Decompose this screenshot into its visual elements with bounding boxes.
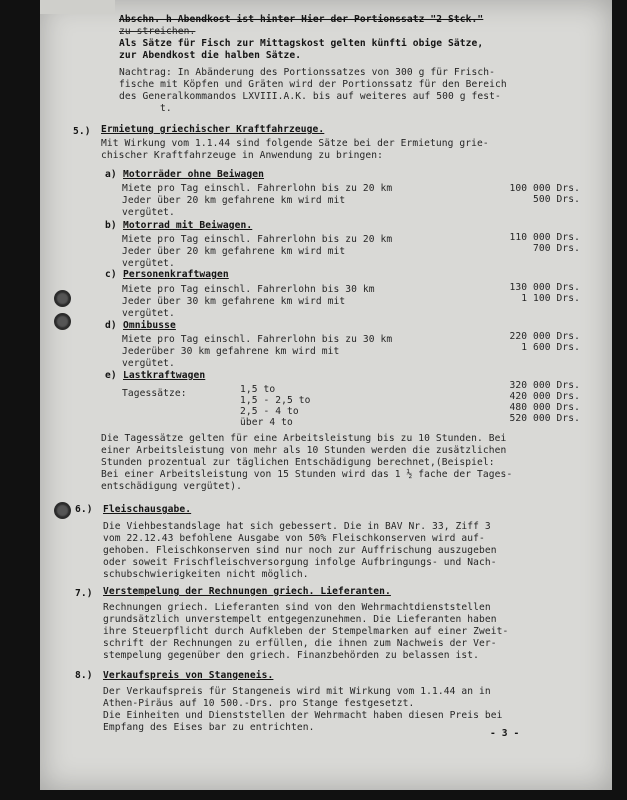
item-text: vergütet. xyxy=(122,308,175,319)
intro-line: zur Abendkost die halben Sätze. xyxy=(119,50,302,61)
item-text: vergütet. xyxy=(122,358,175,369)
intro-line: Als Sätze für Fisch zur Mittagskost gelten künfti obige Sätze, xyxy=(119,38,484,49)
item-text: Miete pro Tag einschl. Fahrerlohn bis zu 30 km xyxy=(122,334,393,345)
punch-hole xyxy=(54,290,71,307)
item-title: Motorrad mit Beiwagen. xyxy=(123,220,253,231)
punch-hole xyxy=(54,313,71,330)
item-text: Jeder über 30 km gefahrene km wird mit xyxy=(122,296,346,307)
section-heading: Verkaufspreis von Stangeneis. xyxy=(103,670,274,681)
section-text: stempelung gegenüber den griech. Finanzbehörden zu belassen ist. xyxy=(103,650,480,661)
section-heading: Fleischausgabe. xyxy=(103,504,192,515)
section-text: ihre Steuerpflicht durch Aufkleben der Stempelmarken auf einer Zweit- xyxy=(103,626,509,637)
tonnage-range: 1,5 - 2,5 to xyxy=(240,395,311,406)
item-text: Jeder über 20 km gefahrene km wird mit xyxy=(122,195,346,206)
section-number: 6.) xyxy=(75,504,93,515)
page-number: - 3 - xyxy=(490,728,520,739)
item-title: Lastkraftwagen xyxy=(123,370,206,381)
item-title: Personenkraftwagen xyxy=(123,269,229,280)
section-text: Die Tagessätze gelten für eine Arbeitsleistung bis zu 10 Stunden. Bei xyxy=(101,433,507,444)
item-value: 1 100 Drs. xyxy=(521,293,580,304)
item-label: d) xyxy=(105,320,117,331)
section-text: Die Einheiten und Dienststellen der Wehrmacht haben diesen Preis bei xyxy=(103,710,503,721)
item-text: vergütet. xyxy=(122,207,175,218)
item-value: 130 000 Drs. xyxy=(509,282,580,293)
tonnage-value: 520 000 Drs. xyxy=(509,413,580,424)
punch-hole xyxy=(54,502,71,519)
item-text: vergütet. xyxy=(122,258,175,269)
item-text: Miete pro Tag einschl. Fahrerlohn bis 30 km xyxy=(122,284,375,295)
paper-fragment xyxy=(40,0,115,14)
section-text: chischer Kraftfahrzeuge in Anwendung zu bringen: xyxy=(101,150,384,161)
tonnage-range: 2,5 - 4 to xyxy=(240,406,299,417)
section-text: Die Viehbestandslage hat sich gebessert. Die in BAV Nr. 33, Ziff 3 xyxy=(103,521,491,532)
item-value: 1 600 Drs. xyxy=(521,342,580,353)
section-text: entschädigung vergütet). xyxy=(101,481,243,492)
intro-line: Abschn. h Abendkost ist hinter Hier der Portionssatz "2 Stck." xyxy=(119,14,484,25)
section-text: gehoben. Fleischkonserven sind nur noch zur Auffrischung auszugeben xyxy=(103,545,497,556)
tonnage-value: 480 000 Drs. xyxy=(509,402,580,413)
item-label: b) xyxy=(105,220,117,231)
section-number: 5.) xyxy=(73,126,91,137)
section-text: Athen-Piräus auf 10 500.-Drs. pro Stange festgesetzt. xyxy=(103,698,415,709)
item-text: Miete pro Tag einschl. Fahrerlohn bis zu 20 km xyxy=(122,183,393,194)
section-number: 7.) xyxy=(75,588,93,599)
section-text: schubschwierigkeiten nicht möglich. xyxy=(103,569,309,580)
section-number: 8.) xyxy=(75,670,93,681)
item-label: e) xyxy=(105,370,117,381)
section-text: Stunden prozentual zur täglichen Entschädigung berechnet,(Beispiel: xyxy=(101,457,495,468)
item-value: 500 Drs. xyxy=(532,194,580,205)
document-page xyxy=(40,0,612,790)
tonnage-value: 420 000 Drs. xyxy=(509,391,580,402)
section-text: Mit Wirkung vom 1.1.44 sind folgende Sätze bei der Ermietung grie- xyxy=(101,138,489,149)
nachtrag-line: Nachtrag: In Abänderung des Portionssatzes von 300 g für Frisch- xyxy=(119,67,496,78)
tonnage-value: 320 000 Drs. xyxy=(509,380,580,391)
section-text: vom 22.12.43 befohlene Ausgabe von 50% Fleischkonserven wird auf- xyxy=(103,533,485,544)
section-text: Rechnungen griech. Lieferanten sind von den Wehrmachtdienststellen xyxy=(103,602,491,613)
section-text: oder soweit Frischfleischversorgung infolge Aufbringungs- und Nach- xyxy=(103,557,497,568)
item-title: Motorräder ohne Beiwagen xyxy=(123,169,265,180)
section-heading: Ermietung griechischer Kraftfahrzeuge. xyxy=(101,124,325,135)
item-title: Omnibusse xyxy=(123,320,176,331)
nachtrag-line: fische mit Köpfen und Gräten wird der Portionssatz für den Bereich xyxy=(119,79,507,90)
section-text: schrift der Rechnungen zu erfüllen, die ihnen zum Nachweis der Ver- xyxy=(103,638,497,649)
item-text: Miete pro Tag einschl. Fahrerlohn bis zu 20 km xyxy=(122,234,393,245)
nachtrag-line: t. xyxy=(160,103,172,114)
nachtrag-line: des Generalkommandos LXVIII.A.K. bis auf weiteres auf 500 g fest- xyxy=(119,91,501,102)
item-value: 110 000 Drs. xyxy=(509,232,580,243)
section-text: Bei einer Arbeitsleistung von 15 Stunden wird das 1 ½ fache der Tages- xyxy=(101,469,513,480)
intro-line: zu streichen. xyxy=(119,26,196,37)
item-text: Jederüber 30 km gefahrene km wird mit xyxy=(122,346,340,357)
section-text: grundsätzlich unverstempelt entgegenzunehmen. Die Lieferanten haben xyxy=(103,614,497,625)
tagessaetze-label: Tagessätze: xyxy=(122,388,187,399)
item-value: 700 Drs. xyxy=(532,243,580,254)
section-text: Empfang des Eises bar zu entrichten. xyxy=(103,722,315,733)
tonnage-range: über 4 to xyxy=(240,417,293,428)
section-heading: Verstempelung der Rechnungen griech. Lieferanten. xyxy=(103,586,391,597)
tonnage-range: 1,5 to xyxy=(240,384,276,395)
section-text: einer Arbeitsleistung von mehr als 10 Stunden werden die zusätzlichen xyxy=(101,445,507,456)
item-text: Jeder über 20 km gefahrene km wird mit xyxy=(122,246,346,257)
item-label: c) xyxy=(105,269,117,280)
item-label: a) xyxy=(105,169,117,180)
item-value: 100 000 Drs. xyxy=(509,183,580,194)
item-value: 220 000 Drs. xyxy=(509,331,580,342)
section-text: Der Verkaufspreis für Stangeneis wird mit Wirkung vom 1.1.44 an in xyxy=(103,686,491,697)
